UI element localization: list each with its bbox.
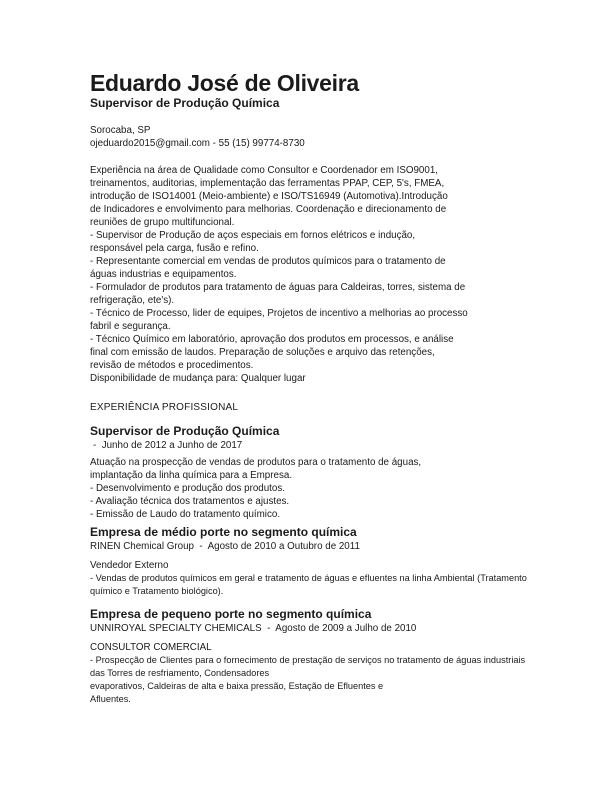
summary-line: - Técnico Químico em laboratório, aprovação dos produtos em processos, e análise [90,334,454,345]
location: Sorocaba, SP [90,125,151,136]
summary-section [90,164,552,385]
summary-line: refrigeração, ete's). [90,295,175,306]
job-company-dates: RINEN Chemical Group - Agosto de 2010 a Outubro de 2011 [90,541,360,552]
job-entry [90,424,552,521]
job-title: Supervisor de Produção Química [90,424,280,438]
job-dates: - Junho de 2012 a Junho de 2017 [93,440,243,451]
summary-line: - Formulador de produtos para tratamento de águas para Caldeiras, torres, sistema de [90,282,466,293]
job-line: - Vendas de produtos químicos em geral e tratamento de águas e efluentes na linha Ambiental (Tratamento [90,573,527,583]
summary-line: introdução de ISO14001 (Meio-ambiente) e ISO/TS16949 (Automotiva).Introdução [90,191,448,202]
summary-line: fabril e segurança. [90,321,171,332]
job-line: Afluentes. [90,694,131,704]
job-line: evaporativos, Caldeiras de alta e baixa pressão, Estação de Efluentes e [90,681,384,691]
job-line: - Desenvolvimento e produção dos produtos. [90,483,285,494]
experience-section-heading: EXPERIÊNCIA PROFISSIONAL [90,402,239,413]
job-title: Empresa de médio porte no segmento química [90,525,357,539]
job-title: Empresa de pequeno porte no segmento química [90,607,372,621]
job-description [90,654,552,706]
job-company-dates: UNNIROYAL SPECIALTY CHEMICALS - Agosto de 2009 a Julho de 2010 [90,623,417,634]
job-line: - Prospecção de Clientes para o fornecimento de prestação de serviços no tratamento de águas industriais [90,655,526,665]
job-role: CONSULTOR COMERCIAL [90,642,212,653]
job-line: das Torres de resfriamento, Condensadores [90,668,270,678]
summary-line: treinamentos, auditorias, implementação das ferramentas PPAP, CEP, 5's, FMEA, [90,178,445,189]
summary-line: águas industrias e equipamentos. [90,269,237,280]
summary-line: reuniões de grupo multifuncional. [90,217,235,228]
job-line: - Emissão de Laudo do tratamento químico. [90,509,281,520]
job-description [90,572,552,598]
person-title: Supervisor de Produção Química [90,96,280,110]
job-role: Vendedor Externo [90,560,169,571]
job-line: Atuação na prospecção de vendas de produtos para o tratamento de águas, [90,457,422,468]
job-entry [90,525,552,598]
contact-line: ojeduardo2015@gmail.com - 55 (15) 99774-8730 [90,138,305,149]
job-line: - Avaliação técnica dos tratamentos e ajustes. [90,496,290,507]
job-description [90,456,552,521]
summary-line: Experiência na área de Qualidade como Consultor e Coordenador em ISO9001, [90,165,438,176]
job-line: implantação da linha química para a Empresa. [90,470,293,481]
summary-line: final com emissão de laudos. Preparação de soluções e arquivo das retenções, [90,347,435,358]
summary-line: - Supervisor de Produção de aços especiais em fornos elétricos e indução, [90,230,416,241]
summary-line: revisão de métodos e procedimentos. [90,360,254,371]
summary-line: - Técnico de Processo, lider de equipes, Projetos de incentivo a melhorias ao processo [90,308,468,319]
summary-line: - Representante comercial em vendas de produtos químicos para o tratamento de [90,256,446,267]
job-entry [90,607,552,706]
summary-line: de Indicadores e envolvimento para melhorias. Coordenação e direcionamento de [90,204,447,215]
job-line: químico e Tratamento biológico). [90,586,224,596]
summary-line: Disponibilidade de mudança para: Qualquer lugar [90,373,306,384]
summary-line: responsável pela carga, fusão e refino. [90,243,259,254]
person-name: Eduardo José de Oliveira [90,70,359,96]
